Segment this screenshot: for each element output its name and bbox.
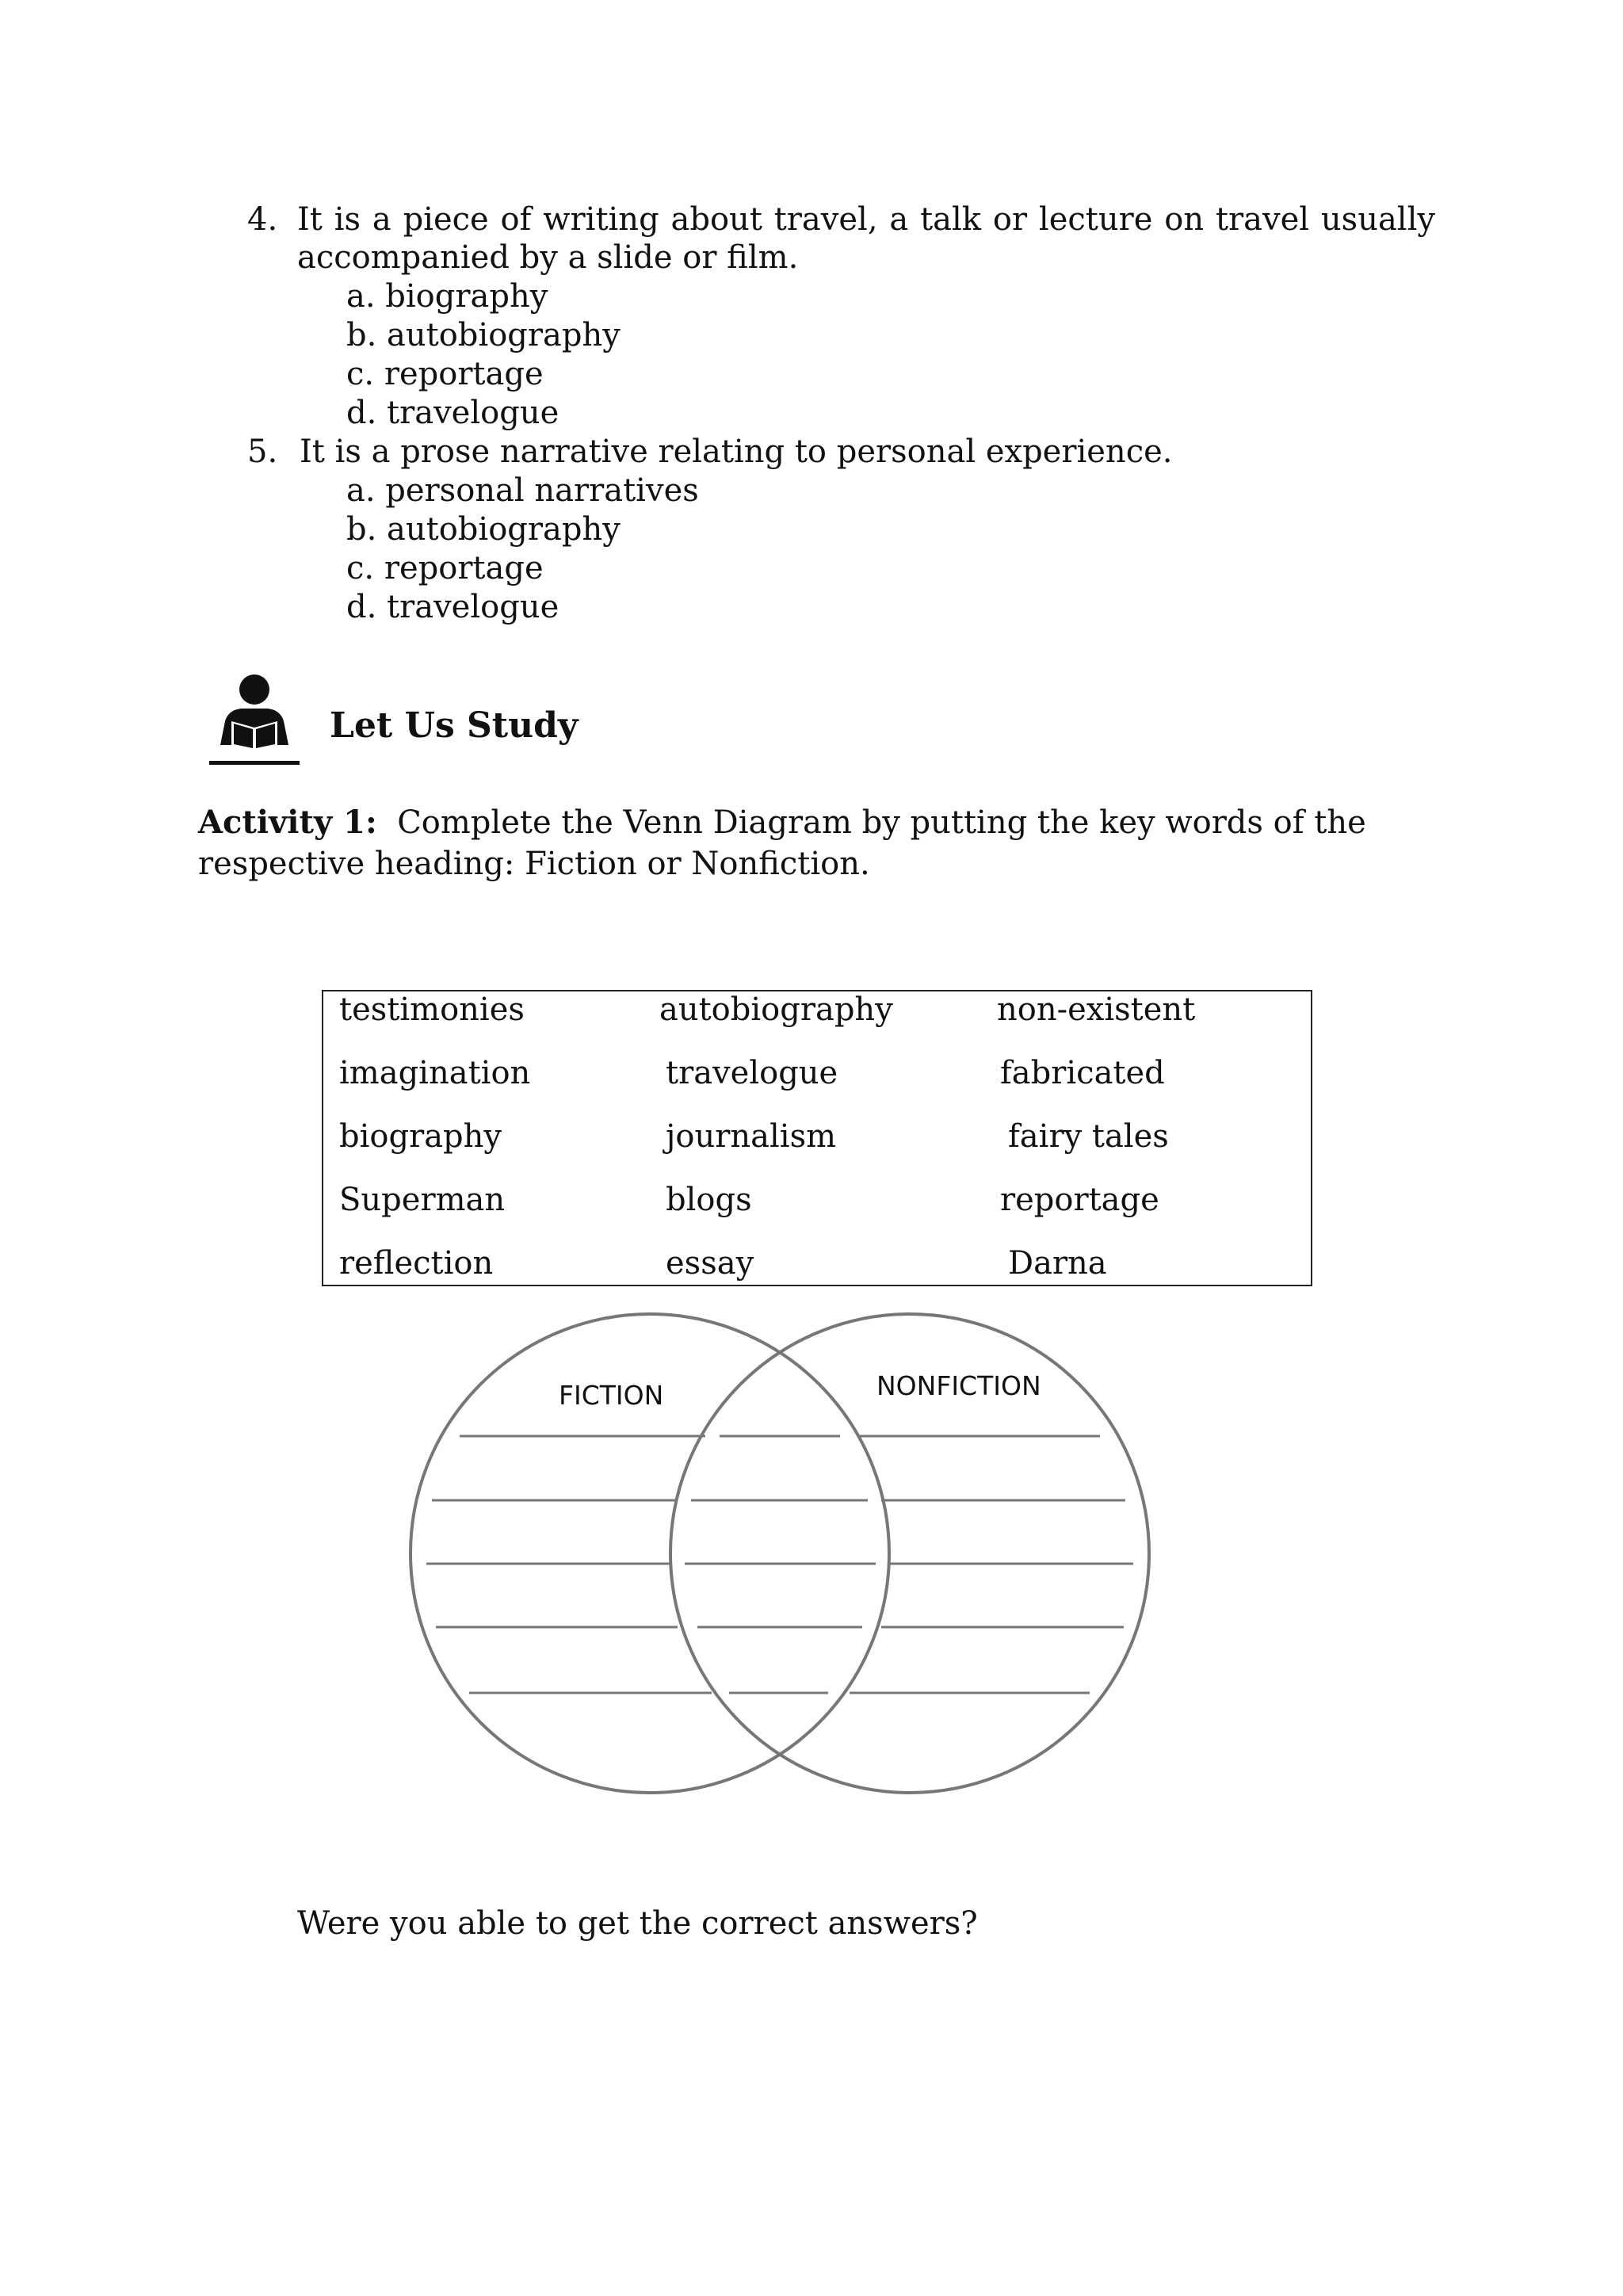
question-4-text-line1: It is a piece of writing about travel, a talk or lecture on travel usually — [297, 201, 1435, 238]
question-5-text: It is a prose narrative relating to personal experience. — [300, 434, 1173, 470]
word-bank-item: reflection — [339, 1245, 494, 1282]
word-bank-item: Superman — [339, 1182, 506, 1218]
word-bank-item: non-existent — [997, 991, 1196, 1028]
word-bank-item: imagination — [339, 1055, 531, 1091]
question-5-option-d: d. travelogue — [346, 589, 559, 625]
closing-question: Were you able to get the correct answers? — [297, 1905, 978, 1942]
activity-instruction-line2: respective heading: Fiction or Nonfiction. — [198, 846, 870, 882]
activity-label: Activity 1: — [198, 804, 377, 841]
question-4-number: 4. — [247, 201, 278, 238]
question-5-option-b: b. autobiography — [346, 511, 621, 548]
word-bank-box — [322, 990, 1312, 1286]
activity-text-line1: Complete the Venn Diagram by putting the key words of the — [397, 804, 1366, 841]
word-bank-item: reportage — [1000, 1182, 1159, 1218]
question-4-option-b: b. autobiography — [346, 317, 621, 353]
question-4-option-c: c. reportage — [346, 356, 544, 392]
question-4-option-a: a. biography — [346, 278, 548, 315]
word-bank-item: blogs — [666, 1182, 752, 1218]
question-5-option-c: c. reportage — [346, 550, 544, 586]
section-title: Let Us Study — [330, 705, 579, 746]
word-bank-item: testimonies — [339, 991, 525, 1028]
word-bank-item: fairy tales — [1008, 1118, 1169, 1155]
word-bank-item: Darna — [1008, 1245, 1107, 1282]
nonfiction-label: NONFICTION — [876, 1370, 1041, 1401]
question-4-text-line2: accompanied by a slide or film. — [297, 239, 799, 276]
word-bank-item: biography — [339, 1118, 502, 1155]
question-4-option-d: d. travelogue — [346, 395, 559, 431]
fiction-label: FICTION — [559, 1380, 664, 1411]
question-5-option-a: a. personal narratives — [346, 472, 699, 509]
word-bank-item: essay — [666, 1245, 754, 1282]
activity-instruction-line1 — [198, 802, 1366, 843]
question-5-number: 5. — [247, 434, 278, 470]
word-bank-item: travelogue — [666, 1055, 838, 1091]
word-bank-item: fabricated — [1000, 1055, 1165, 1091]
word-bank-item: autobiography — [659, 991, 893, 1028]
venn-diagram — [396, 1300, 1173, 1807]
word-bank-item: journalism — [666, 1118, 837, 1155]
reading-person-icon — [204, 672, 304, 772]
